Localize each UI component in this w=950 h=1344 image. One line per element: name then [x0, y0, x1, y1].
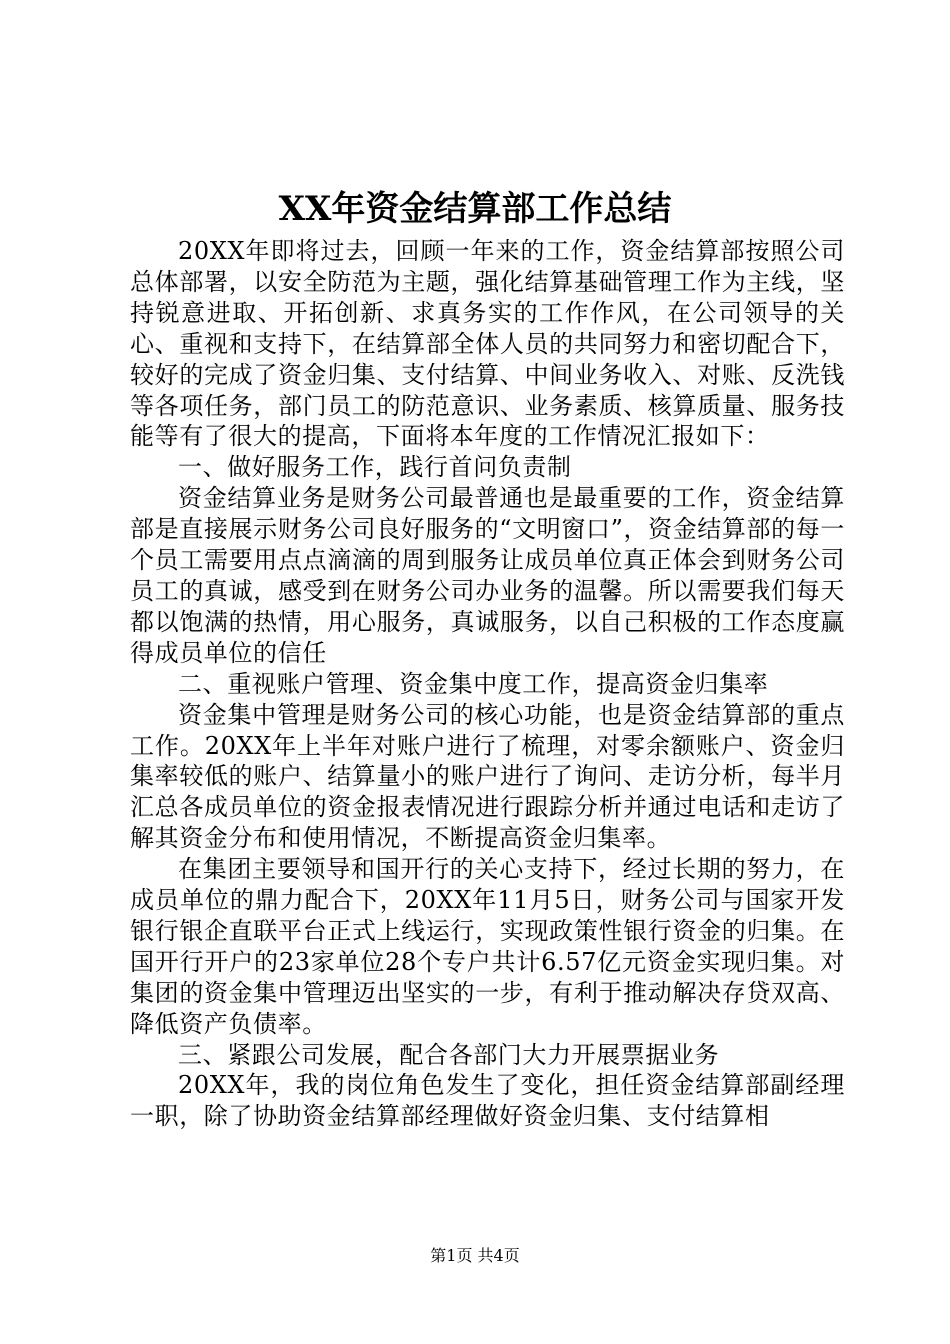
paragraph-role-change: 20XX年，我的岗位角色发生了变化，担任资金结算部副经理一职，除了协助资金结算部经理做好资金归集、支付结算相	[130, 1071, 845, 1131]
paragraph-service: 资金结算业务是财务公司最普通也是最重要的工作，资金结算部是直接展示财务公司良好服务的“文明窗口”，资金结算部的每一个员工需要用点点滴滴的周到服务让成员单位真正体会到财务公司员工的真诚，感受到在财务公司办业务的温馨。所以需要我们每天都以饱满的热情，用心服务，真诚服务，以自己积极的工作态度赢得成员单位的信任	[130, 484, 845, 667]
section-heading-3: 三、紧跟公司发展，配合各部门大力开展票据业务	[178, 1040, 720, 1069]
document-title: XX年资金结算部工作总结	[278, 189, 672, 229]
section-heading-2: 二、重视账户管理、资金集中度工作，提高资金归集率	[178, 669, 769, 698]
paragraph-cdb-platform: 在集团主要领导和国开行的关心支持下，经过长期的努力，在成员单位的鼎力配合下，20XX年11月5日，财务公司与国家开发银行银企直联平台正式上线运行，实现政策性银行资金的归集。在国开行开户的23家单位28个专户共计6.57亿元资金实现归集。对集团的资金集中管理迈出坚实的一步，有利于推动解决存贷双高、降低资产负债率。	[130, 855, 845, 1038]
document-body	[130, 236, 845, 1132]
paragraph-fund-management: 资金集中管理是财务公司的核心功能，也是资金结算部的重点工作。20XX年上半年对账户进行了梳理，对零余额账户、资金归集率较低的账户、结算量小的账户进行了询问、走访分析，每半月汇总各成员单位的资金报表情况进行跟踪分析并通过电话和走访了解其资金分布和使用情况，不断提高资金归集率。	[130, 700, 845, 853]
paragraph-intro: 20XX年即将过去，回顾一年来的工作，资金结算部按照公司总体部署，以安全防范为主题，强化结算基础管理工作为主线，坚持锐意进取、开拓创新、求真务实的工作作风，在公司领导的关心、重视和支持下，在结算部全体人员的共同努力和密切配合下，较好的完成了资金归集、支付结算、中间业务收入、对账、反洗钱等各项任务，部门员工的防范意识、业务素质、核算质量、服务技能等有了很大的提高，下面将本年度的工作情况汇报如下：	[130, 237, 845, 451]
page-footer: 第1页 共4页	[430, 1246, 520, 1265]
section-heading-1: 一、做好服务工作，践行首问负责制	[178, 453, 572, 482]
